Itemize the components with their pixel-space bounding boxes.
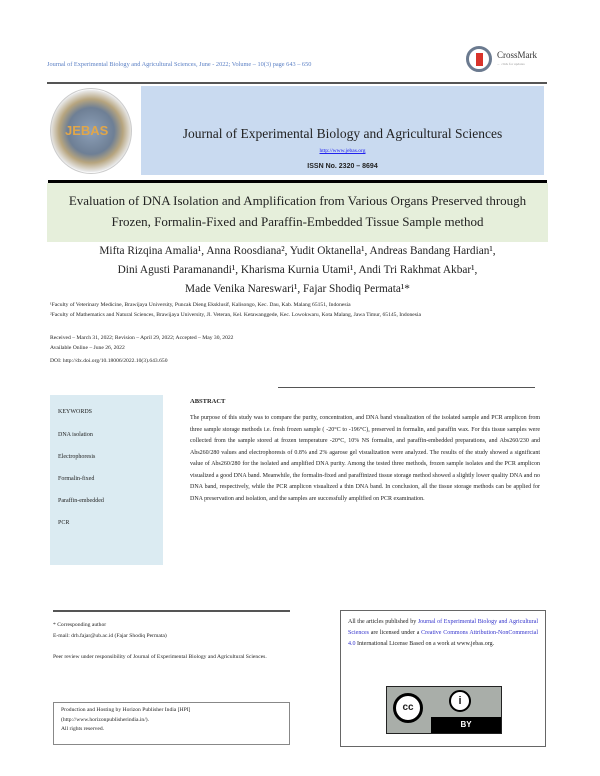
running-head: Journal of Experimental Biology and Agricultural Sciences, June - 2022; Volume – 10(3) page 643 – 650 xyxy=(47,61,312,68)
license-text: All the articles published by xyxy=(348,619,418,625)
title-line: Frozen, Formalin-Fixed and Paraffin-Embedded Tissue Sample method xyxy=(111,214,484,229)
affiliations xyxy=(50,301,540,320)
cc-icon: cc xyxy=(393,693,423,723)
logo-text: JEBAS xyxy=(65,123,109,138)
article-title xyxy=(47,183,548,242)
keyword: Paraffin-embedded xyxy=(58,498,104,504)
journal-title: Journal of Experimental Biology and Agricultural Sciences xyxy=(182,126,503,141)
abstract-heading: ABSTRACT xyxy=(190,398,226,405)
authors-line: Mifta Rizqina Amalia¹, Anna Roosdiana², Yudit Oktanella¹, Andreas Bandang Hardian¹, xyxy=(99,245,496,257)
article-dates xyxy=(50,334,233,353)
authors xyxy=(47,242,548,299)
journal-url-link[interactable]: http://www.jebas.org xyxy=(319,148,366,154)
authors-line: Dini Agusti Paramanandi¹, Kharisma Kurnia Utami¹, Andi Tri Rakhmat Akbar¹, xyxy=(117,264,478,276)
license-text: are licensed under a xyxy=(369,630,422,636)
available-online: Available Online – June 26, 2022 xyxy=(50,344,125,351)
production-line: All rights reserved. xyxy=(61,726,105,732)
attribution-person-icon: i xyxy=(449,690,471,712)
crossmark-sublabel: ← click for updates xyxy=(497,62,525,66)
production-box xyxy=(53,702,290,745)
keywords-box xyxy=(50,395,163,565)
corresponding-email: E-mail: drh.fajar@ub.ac.id (Fajar Shodiq Permata) xyxy=(53,633,167,639)
divider xyxy=(53,610,290,612)
crossmark-badge[interactable] xyxy=(466,46,546,76)
authors-line: Made Venika Nareswari¹, Fajar Shodiq Permata¹* xyxy=(185,283,410,295)
keyword: PCR xyxy=(58,520,70,526)
journal-link[interactable]: Journal of Experimental Biology and Agricultural Sciences xyxy=(348,619,538,636)
corresponding-label: * Corresponding author xyxy=(53,622,107,628)
journal-logo xyxy=(50,88,132,174)
title-line: Evaluation of DNA Isolation and Amplification from Various Organs Preserved through xyxy=(68,193,527,208)
production-line: Production and Hosting by Horizon Publisher India [HPI] xyxy=(61,707,191,713)
peer-review-note: Peer review under responsibility of Journal of Experimental Biology and Agricultural Sciences. xyxy=(53,654,267,660)
keyword: DNA isolation xyxy=(58,432,93,438)
crossmark-label: CrossMark xyxy=(497,50,537,60)
journal-banner xyxy=(141,86,544,175)
received-dates: Received – March 31, 2022; Revision – April 29, 2022; Accepted – May 30, 2022 xyxy=(50,335,234,341)
affiliation: ¹Faculty of Veterinary Medicine, Brawijaya University, Puncak Dieng Eksklusif, Kalisongo, Kec. Dau, Kab. Malang 65151, Indonesia xyxy=(50,302,351,308)
abstract-text: The purpose of this study was to compare the purity, concentration, and DNA band visualization of the isolated sample and PCR amplicon from three sample storage methods i.e. fresh frozen sample ( -20°C to -196°C), preserved in formalin, and paraffin wax. For this tissue samples were collected from the sample stored at frozen temperature -20°C, 10% NS formalin, and paraffin-embedded preparations, and Abs260/230 and Abs260/280 values and electrophoresis of 0.8% and 2% agarose gel visualization were analyzed. The results of the study showed a significant value of Abs260/280 for the isolated and amplified DNA purity. Among the tested three methods, frozen sample isolates and the PCR amplicon visualized a good DNA band. Meanwhile, the formalin-fixed and paraffinized tissue storage method showed a slightly lower quality DNA and no DNA band, respectively, while the PCR amplicon visualized a thin DNA band. In conclusion, all the tissue storage methods can be applied for DNA preservation and isolation, and the samples are successfully amplified on PCR examination. xyxy=(190,415,540,502)
cc-by-label: BY xyxy=(431,717,501,733)
abstract xyxy=(190,398,540,505)
production-line: (http://www.horizonpublisherindia.in/). xyxy=(61,716,150,723)
license-box xyxy=(340,610,546,747)
corresponding-author xyxy=(53,620,167,642)
cc-license-link[interactable]: Creative Commons Attribution-NonCommercial 4.0 xyxy=(348,630,538,647)
cc-by-badge[interactable] xyxy=(386,686,502,734)
keyword: Formalin-fixed xyxy=(58,476,95,482)
divider xyxy=(278,387,535,388)
affiliation: ²Faculty of Mathematics and Natural Sciences, Brawijaya University, Jl. Veteran, Kel. Ketawanggede, Kec. Lowokwaru, Kota Malang, Jawa Timur, 65145, Indonesia xyxy=(50,311,422,318)
keywords-heading: KEYWORDS xyxy=(58,409,92,415)
crossmark-icon xyxy=(466,46,492,72)
issn: ISSN No. 2320 – 8694 xyxy=(307,163,378,170)
license-text: International License Based on a work at www.jebas.org. xyxy=(355,641,495,647)
divider xyxy=(47,82,547,84)
doi-link[interactable]: DOI: http://dx.doi.org/10.18006/2022.10(3).643.650 xyxy=(50,358,168,364)
keyword: Electrophoresis xyxy=(58,454,96,460)
